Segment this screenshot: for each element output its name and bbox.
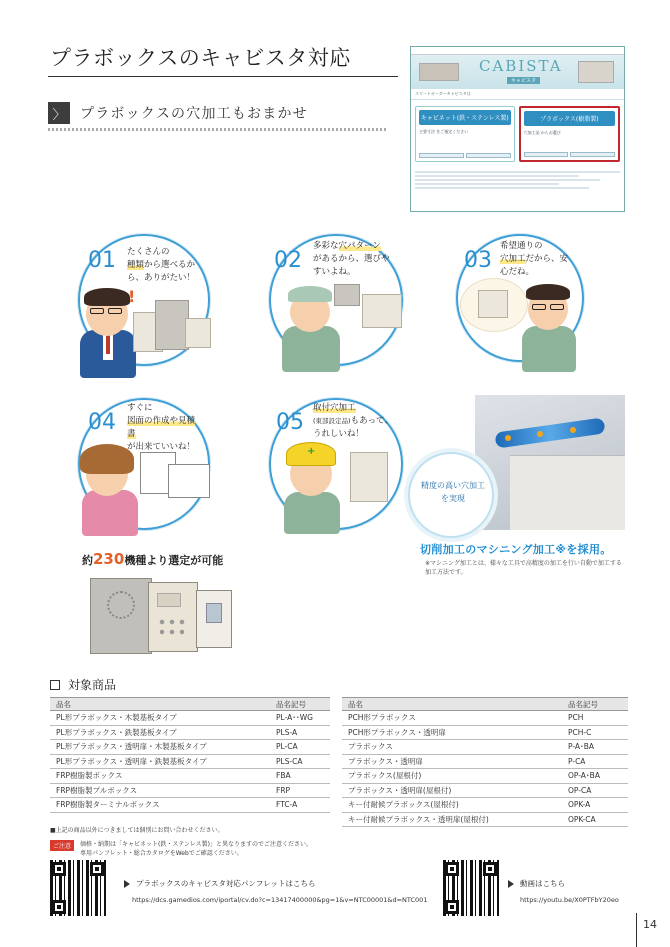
- table-row: [50, 769, 330, 784]
- web-panel-plabox: [519, 106, 621, 162]
- table-row: [342, 769, 628, 784]
- product-code-cell: PL-A･･WG: [270, 711, 330, 726]
- sub-heading-text: プラボックスの穴加工もおまかせ: [80, 106, 308, 122]
- models-count: 約230機種より選定が可能: [82, 550, 224, 568]
- table-row: [50, 783, 330, 798]
- product-name-cell: PCH形プラボックス: [342, 711, 562, 726]
- product-name-cell: PL形プラボックス・鉄製基板タイプ: [50, 725, 270, 740]
- product-name-cell: キー付耐候プラボックス・透明扉(屋根付): [342, 812, 562, 827]
- chevron-right-icon: 〉: [48, 102, 70, 124]
- exclamation-icon: !: [128, 287, 136, 306]
- product-name-cell: プラボックス・透明扉(屋根付): [342, 783, 562, 798]
- arrow-right-icon: [508, 880, 514, 888]
- col-header: 品名記号: [562, 698, 628, 711]
- page-divider: [636, 913, 637, 947]
- product-code-cell: FRP: [270, 783, 330, 798]
- arrow-right-icon: [124, 880, 130, 888]
- product-name-cell: FRP樹脂製ターミナルボックス: [50, 798, 270, 813]
- product-code-cell: P-CA: [562, 754, 628, 769]
- product-code-cell: PCH-C: [562, 725, 628, 740]
- qr-code-pamphlet[interactable]: [50, 860, 106, 916]
- product-name-cell: キー付耐候プラボックス(屋根付): [342, 798, 562, 813]
- caution-line: 価格・納期は「キャビネット(鉄・ステンレス製)」と異なりますのでご注意ください。: [80, 841, 312, 848]
- page-title: プラボックスのキャビスタ対応: [50, 46, 351, 70]
- product-code-cell: PLS-CA: [270, 754, 330, 769]
- qr-code-video[interactable]: [443, 860, 499, 916]
- pamphlet-link-title: プラボックスのキャビスタ対応パンフレットはこちら: [124, 878, 316, 889]
- table-row: [342, 783, 628, 798]
- cabinet-note: 主要寸法 をご指定ください: [419, 129, 469, 134]
- feature-text-01: たくさんの 種類から選べるから、ありがたい！: [127, 247, 196, 283]
- table-header-row: [50, 698, 330, 711]
- product-code-cell: OP-CA: [562, 783, 628, 798]
- table-row: [50, 740, 330, 755]
- table-row: [342, 812, 628, 827]
- feature-number: 04: [88, 410, 116, 435]
- caution-line: 専用パンフレット・総合カタログをWebでご確認ください。: [80, 850, 243, 857]
- video-link-title: 動画はこちら: [508, 878, 565, 889]
- web-top-bar: [411, 47, 624, 55]
- title-rule: [48, 76, 398, 77]
- panel-image: [362, 294, 402, 328]
- table-row: [50, 754, 330, 769]
- dotted-rule: [48, 128, 388, 131]
- table-row: [342, 725, 628, 740]
- table-row: [342, 711, 628, 726]
- product-table-right: [342, 697, 628, 827]
- col-header: 品名記号: [270, 698, 330, 711]
- product-code-cell: PLS-A: [270, 725, 330, 740]
- product-code-cell: FBA: [270, 769, 330, 784]
- product-name-cell: プラボックス(屋根付): [342, 769, 562, 784]
- drawing-image: [168, 464, 210, 498]
- feature-text-02: 多彩な穴パターン があるから、選びやすいよね。: [313, 241, 390, 277]
- product-gray-box: [90, 578, 152, 654]
- box-image: [578, 61, 614, 83]
- web-banner: [411, 55, 624, 89]
- machining-heading: 切削加工のマシニング加工※を採用。: [420, 543, 612, 556]
- product-name-cell: FRP樹脂製ボックス: [50, 769, 270, 784]
- feature-number: 01: [88, 248, 116, 273]
- product-code-cell: PCH: [562, 711, 628, 726]
- product-name-cell: プラボックス: [342, 740, 562, 755]
- video-link-url[interactable]: https://youtu.be/X0PTFbY20eo: [520, 896, 619, 904]
- box-image: [419, 63, 459, 81]
- box-image: [185, 318, 211, 348]
- product-beige-box: [148, 582, 198, 652]
- table-row: [342, 754, 628, 769]
- feature-number: 05: [276, 410, 304, 435]
- web-panels: [411, 100, 624, 166]
- machining-photo: [475, 395, 625, 530]
- table-row: [50, 798, 330, 813]
- feature-text-04: すぐに 図面の作成や見積書 が出来ていいね！: [127, 403, 196, 452]
- web-header-line: スマートオーダーキャビスタは: [411, 89, 624, 100]
- product-code-cell: FTC-A: [270, 798, 330, 813]
- col-header: 品名: [342, 698, 562, 711]
- product-name-cell: FRP樹脂製プルボックス: [50, 783, 270, 798]
- table-row: [50, 711, 330, 726]
- feature-text-03: 希望通りの 穴加工だから、安心だね。: [500, 241, 569, 277]
- product-white-box: [196, 590, 232, 648]
- cabista-logo-sub: キャビスタ: [507, 77, 540, 84]
- product-code-cell: OPK-CA: [562, 812, 628, 827]
- feature-number: 02: [274, 248, 302, 273]
- square-icon: [50, 680, 60, 690]
- cabista-website-screenshot: [410, 46, 625, 212]
- web-panel-cabinet: [415, 106, 515, 162]
- caution-tag: ご注意: [50, 840, 74, 851]
- cabinet-button: キャビネット(鉄・ステンレス製): [419, 110, 511, 125]
- product-name-cell: PL形プラボックス・透明扉・木製基板タイプ: [50, 740, 270, 755]
- page-number: 14: [643, 918, 657, 931]
- caution-block: [50, 840, 312, 858]
- table-row: [50, 725, 330, 740]
- product-code-cell: PL-CA: [270, 740, 330, 755]
- target-products-heading: 対象商品: [50, 676, 116, 693]
- notice-text: ■上記の商品以外につきましては個別にお問い合わせください。: [50, 827, 224, 834]
- product-name-cell: PL形プラボックス・透明扉・鉄製基板タイプ: [50, 754, 270, 769]
- panel-image: [334, 284, 360, 306]
- machining-note: ※マシニング加工とは、様々な工具で高精度の加工を行い自動で加工する加工方法です。: [425, 560, 622, 576]
- table-row: [342, 740, 628, 755]
- box-image: [350, 452, 388, 502]
- feature-number: 03: [464, 248, 492, 273]
- sub-heading: [48, 102, 308, 124]
- box-image: [478, 290, 508, 318]
- product-table-left: [50, 697, 330, 813]
- feature-text-05: 取付穴加工 (東部設定品)もあって、うれしいね！: [313, 403, 393, 439]
- pamphlet-link-url[interactable]: https://dcs.gamedios.com/iportal/cv.do?c=13417400000&pg=1&v=NTC00001&d=NTC001: [132, 896, 428, 904]
- cabista-logo: CABISTA: [479, 57, 563, 75]
- box-image: [155, 300, 189, 350]
- table-header-row: [342, 698, 628, 711]
- product-code-cell: P-A･BA: [562, 740, 628, 755]
- product-name-cell: プラボックス・透明扉: [342, 754, 562, 769]
- machining-circle-text: 精度の高い穴加工を実現: [421, 481, 485, 503]
- table-row: [342, 798, 628, 813]
- product-code-cell: OPK-A: [562, 798, 628, 813]
- col-header: 品名: [50, 698, 270, 711]
- plabox-note: 穴加工品 からお選び: [523, 130, 561, 135]
- product-name-cell: PL形プラボックス・木製基板タイプ: [50, 711, 270, 726]
- web-bottom-text: [411, 166, 624, 212]
- plabox-button: プラボックス(樹脂製): [524, 111, 616, 126]
- product-name-cell: PCH形プラボックス・透明扉: [342, 725, 562, 740]
- product-code-cell: OP-A･BA: [562, 769, 628, 784]
